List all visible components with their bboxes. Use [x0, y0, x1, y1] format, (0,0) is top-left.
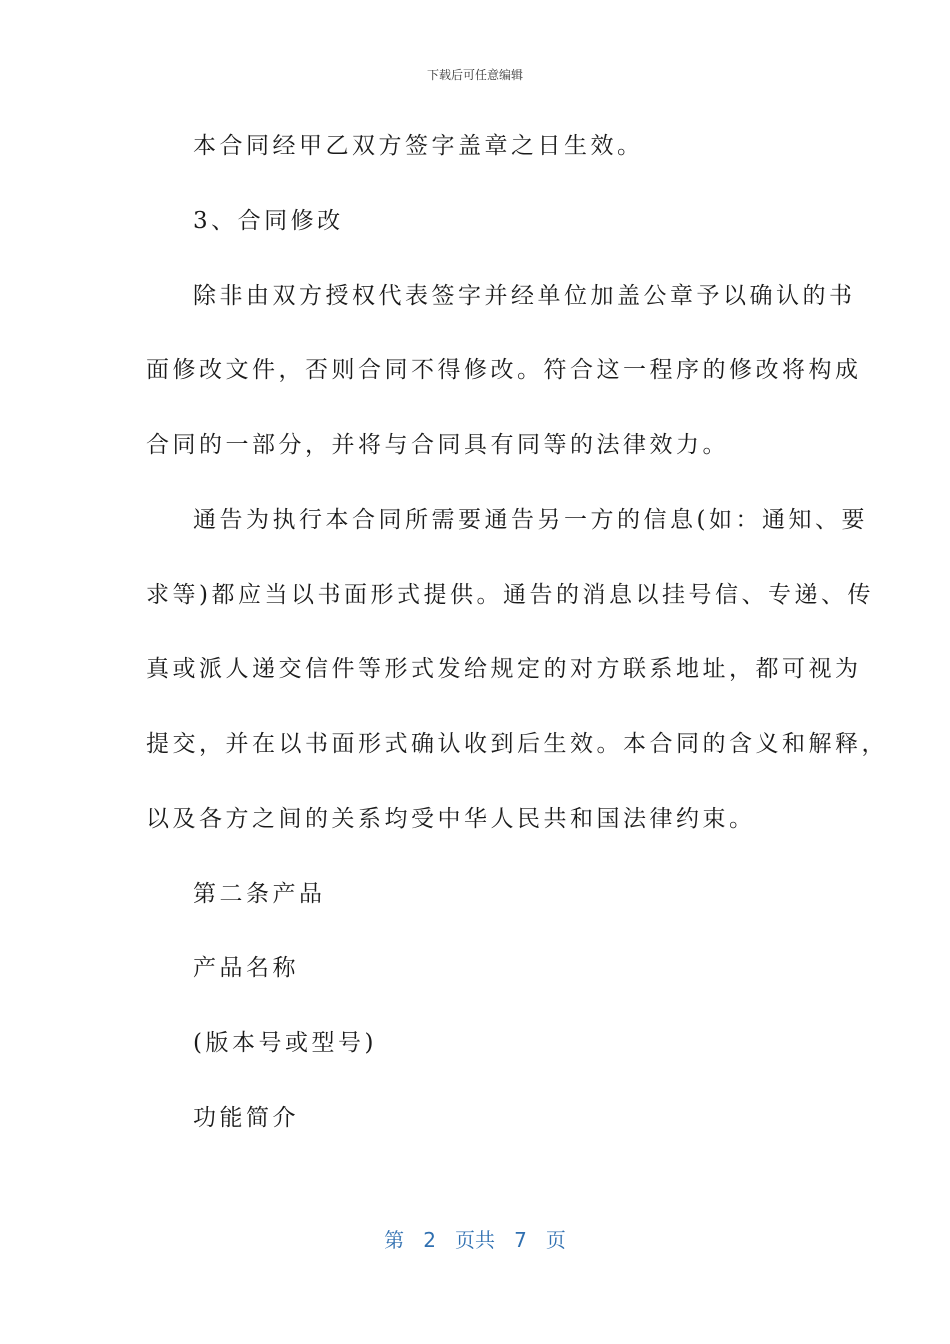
paragraph-line: 本合同经甲乙双方签字盖章之日生效。 — [193, 133, 644, 159]
paragraph-line: 求等)都应当以书面形式提供。通告的消息以挂号信、专递、传 — [146, 582, 874, 608]
paragraph-line: 真或派人递交信件等形式发给规定的对方联系地址，都可视为 — [146, 656, 862, 682]
paragraph-line: 合同的一部分，并将与合同具有同等的法律效力。 — [146, 432, 729, 458]
paragraph-line: 面修改文件，否则合同不得修改。符合这一程序的修改将构成 — [146, 357, 862, 383]
paragraph-line: 通告为执行本合同所需要通告另一方的信息(如：通知、要 — [193, 507, 868, 533]
paragraph-line: 以及各方之间的关系均受中华人民共和国法律约束。 — [146, 806, 756, 832]
footer-current-page: 2 — [423, 1228, 436, 1252]
article-heading: 第二条产品 — [193, 881, 326, 907]
field-label: (版本号或型号) — [193, 1030, 377, 1056]
footer-middle: 页共 — [455, 1228, 495, 1252]
paragraph-line: 提交，并在以书面形式确认收到后生效。本合同的含义和解释， — [146, 731, 888, 757]
field-label: 产品名称 — [193, 955, 299, 981]
page-footer — [0, 1224, 950, 1253]
footer-suffix: 页 — [545, 1228, 566, 1252]
paragraph-line: 除非由双方授权代表签字并经单位加盖公章予以确认的书 — [193, 283, 856, 309]
section-heading: 3、合同修改 — [193, 208, 344, 234]
footer-prefix: 第 — [384, 1228, 405, 1252]
header-note: 下载后可任意编辑 — [426, 68, 523, 82]
footer-total-pages: 7 — [514, 1228, 527, 1252]
field-label: 功能简介 — [193, 1105, 299, 1131]
